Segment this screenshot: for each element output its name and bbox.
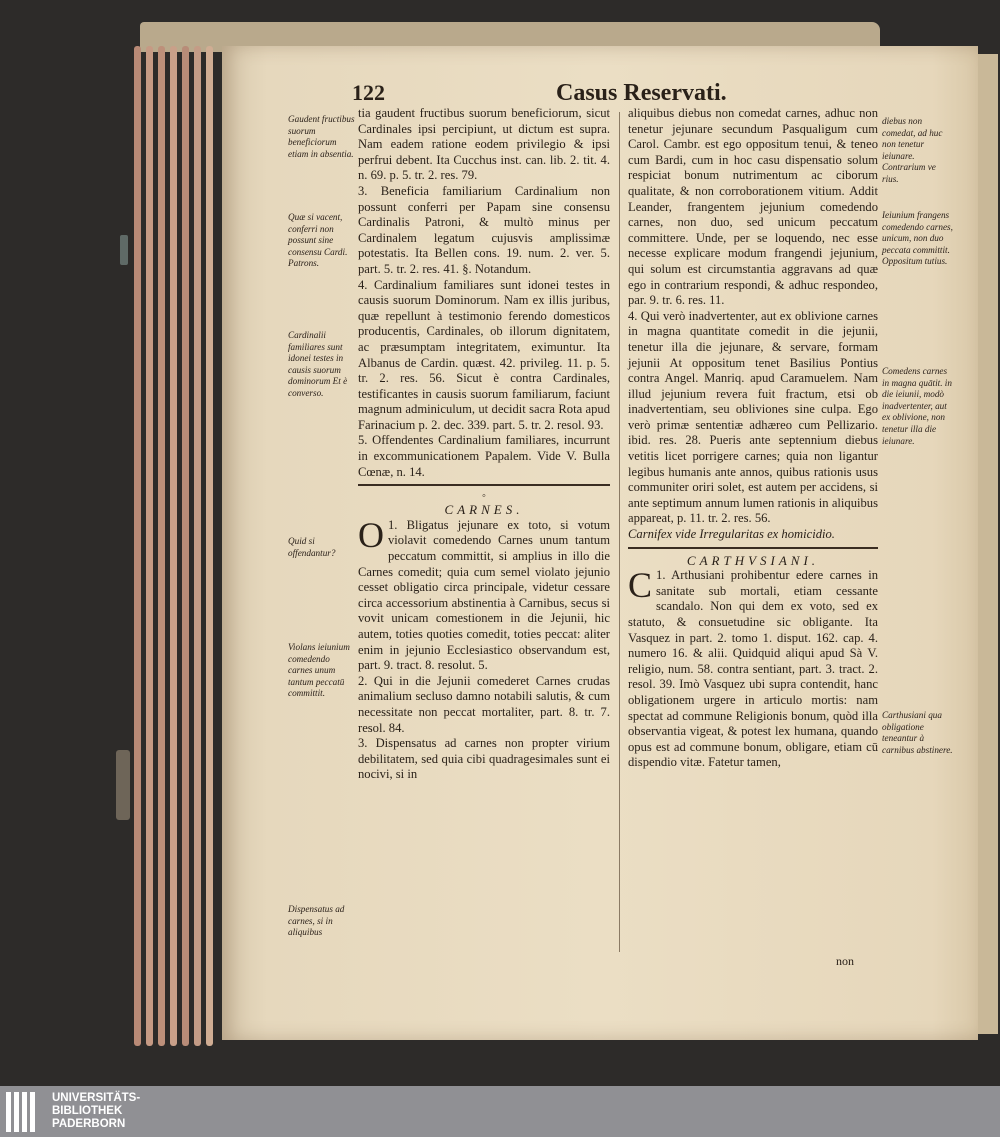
paragraph: 3. Dispensatus ad carnes non propter virium debilitatem, sed quia cibi quadragesimales sunt ei nocivi, si in xyxy=(358,736,610,782)
right-column xyxy=(628,106,878,771)
paragraph: 1. Bligatus jejunare ex toto, si votum violavit comedendo Carnes unum tantum peccatum committit, si amplius in illo die Carnes comedit; quia cum semel violato jejunio cesset obligatio circa principale, videtur cessare circa accessorium abstinentia à Carnibus, secus si vovit unicam comestionem in die Jejunii, hic autem, toties quoties comedit, toties peccat: aliter enim in jejunio Ecclesiastico observandum est, part. 9. tract. 8. resolut. 5. xyxy=(358,517,610,673)
library-name: UNIVERSITÄTS- BIBLIOTHEK PADERBORN xyxy=(52,1092,141,1130)
paragraph: aliquibus diebus non comedat carnes, adhuc non tenetur jejunare secundum Pasqualigum cum Carol. Cambr. est ego oppositum tenui, & teneo cum Bardi, cum in hoc casu dispensatio solum respiciat bonum nutrimentum ac ciborum qualitate, & non corroborationem vitium. Addit Leander, frangentem jejunium comedendo carnes, non duo, sed unicum peccatum committere. Unde, per se loquendo, nec esse necesse explicare modum frangendi jejunium, qui solum est circumstantia aggravans ad quæ ego in contrarium respondi, & adhuc respondeo, par. 9. tr. 6. res. 11. xyxy=(628,106,878,308)
paragraph: 4. Qui verò inadvertenter, aut ex oblivione carnes in magna quantitate comedit in die jejunii, tenetur illa die jejunare, & servare, formam jejunii At oppositum tenet Basilius Pontius contra Angel. Manriq. apud Caramuelem. Nam illud jejunium revera fuit fractum, etsi ob inadvertentiam, seu obliviones sine culpa. Ego verò primæ sententiæ adhæreo cum Pellizario. ibid. res. 28. Pueris ante septennium diebus vetitis licet porrigere carnes; quia non ligantur legibus humanis ante annos, quibus rationis usus communiter oriri solet, est autem per accidens, si ante septimum annum lumen rationis in aliquibus appareat, p. 11. tr. 2. res. 56. xyxy=(628,308,878,526)
page-number: 122 xyxy=(352,80,385,105)
ornament: ◦ xyxy=(482,490,486,503)
margin-note-carthusiani: Carthusiani qua obligatione teneantur à carnibus abstinere. xyxy=(882,710,953,755)
margin-note-dispensatus: Dispensatus ad carnes, si in aliquibus xyxy=(288,904,345,938)
paragraph: 2. Qui in die Jejunii comederet Carnes crudas animalium secluso damno notabili salutis, & cum necessitate non peccat mortaliter, part. 8. tr. 7. resol. 84. xyxy=(358,673,610,735)
clasp-top xyxy=(120,235,128,265)
paragraph: 5. Offendentes Cardinalium familiares, incurrunt in excommunicationem Papalem. Vide V. Bulla Cœnæ, n. 14. xyxy=(358,433,610,479)
column-divider xyxy=(619,112,620,952)
page-right-edge xyxy=(976,54,998,1034)
margin-note-gaudent: Gaudent fructibus suorum beneficiorum etiam in absentia. xyxy=(288,114,355,159)
margin-note-ieiunium: Ieiunium frangens comedendo carnes, unicum, non duo peccata committit. Oppositum tutius. xyxy=(882,210,953,267)
running-title: Casus Reservati. xyxy=(556,80,727,106)
section-rule xyxy=(358,484,610,486)
margin-note-quae-si-vacent: Quæ si vacent, conferri non possunt sine consensu Cardi. Patrons. xyxy=(288,212,348,269)
margin-note-quid-si: Quid si offendantur? xyxy=(288,536,336,558)
left-column xyxy=(358,106,610,783)
margin-note-familiares: Cardinalii familiares sunt idonei testes in causis suorum dominorum Et è converso. xyxy=(288,330,348,398)
paragraph: 4. Cardinalium familiares sunt idonei testes in causis suorum Dominorum. Nam ex illis juribus, quæ repellunt à testimonio ferendo domesticos producentis, Cardinales, ob illorum dignitatem, ac præsumptam integritatem, eximuntur. Ita Albanus de Cardin. quæst. 42. privileg. 11. p. 5. tr. 2. res. 56. Sicut è contra Cardinales, testificantes in causis suorum familiarum, faciunt magnum adminiculum, ut decidit sacra Rota apud Farinacium p. 2. dec. 339. part. 5. tr. 2. resol. 93. xyxy=(358,277,610,432)
cross-reference: Carnifex vide Irregularitas ex homicidio. xyxy=(628,527,835,542)
section-title-carthusiani: CARTHVSIANI. xyxy=(686,552,820,568)
paragraph: tia gaudent fructibus suorum beneficiorum, sicut Cardinales ipsi percipiunt, ut dictum est supra. Nam eadem ratione eodem privilegio & ipsi perfrui debent. Ita Cucchus inst. can. lib. 2. tit. 4. n. 69. p. 5. tr. 2. res. 79. xyxy=(358,106,610,183)
drop-cap: C xyxy=(628,565,653,606)
section-title-carnes: CARNES. xyxy=(444,502,524,518)
library-footer xyxy=(0,1086,1000,1137)
page-edges xyxy=(124,46,234,1046)
paragraph: 1. Arthusiani prohibentur edere carnes in sanitate sub mortali, etiam cessante scandalo. Non qui dem ex voto, sed ex statuto, & consuetudine sic obligante. Ita Vasquez in part. 2. tomo 1. disput. 162. cap. 4. numero 16. & alii. Quidquid aliqui apud Sà V. religio, num. 58. contra sentiant, part. 3. tract. 2. resol. 39. Imò Vasquez ubi supra contendit, hanc obligationem urgere in articulo mortis: nam spectat ad commune Religionis bonum, quòd illa observantia vigeat, & potest lex humana, quando opus est ad commune bonum, obligare, etiam cū dispendio vitæ. Fatetur tamen, xyxy=(628,568,878,770)
margin-note-comedens: Comedens carnes in magna quātit. in die ieiunii, modò inadvertenter, aut ex oblivione, non tenetur illa die ieiunare. xyxy=(882,366,952,446)
paragraph: 3. Beneficia familiarium Cardinalium non possunt conferri per Papam sine consensu Cardinalis Patroni, & multò minus per Cardinalem legatum cujusvis amplissimæ potestatis. Ita Bellen cons. 19. num. 2. ver. 5. part. 5. tr. 2. res. 41. §. Notandum. xyxy=(358,183,610,276)
section-rule xyxy=(628,547,878,549)
clasp-bottom xyxy=(116,750,130,820)
margin-note-diebus: diebus non comedat, ad huc non tenetur ieiunare. Contrarium ve rius. xyxy=(882,116,943,184)
drop-cap: O xyxy=(358,514,384,555)
catchword: non xyxy=(836,954,854,968)
margin-note-violans: Violans ieiunium comedendo carnes unum tantum peccatū committit. xyxy=(288,642,350,699)
library-logo-icon xyxy=(6,1092,44,1132)
